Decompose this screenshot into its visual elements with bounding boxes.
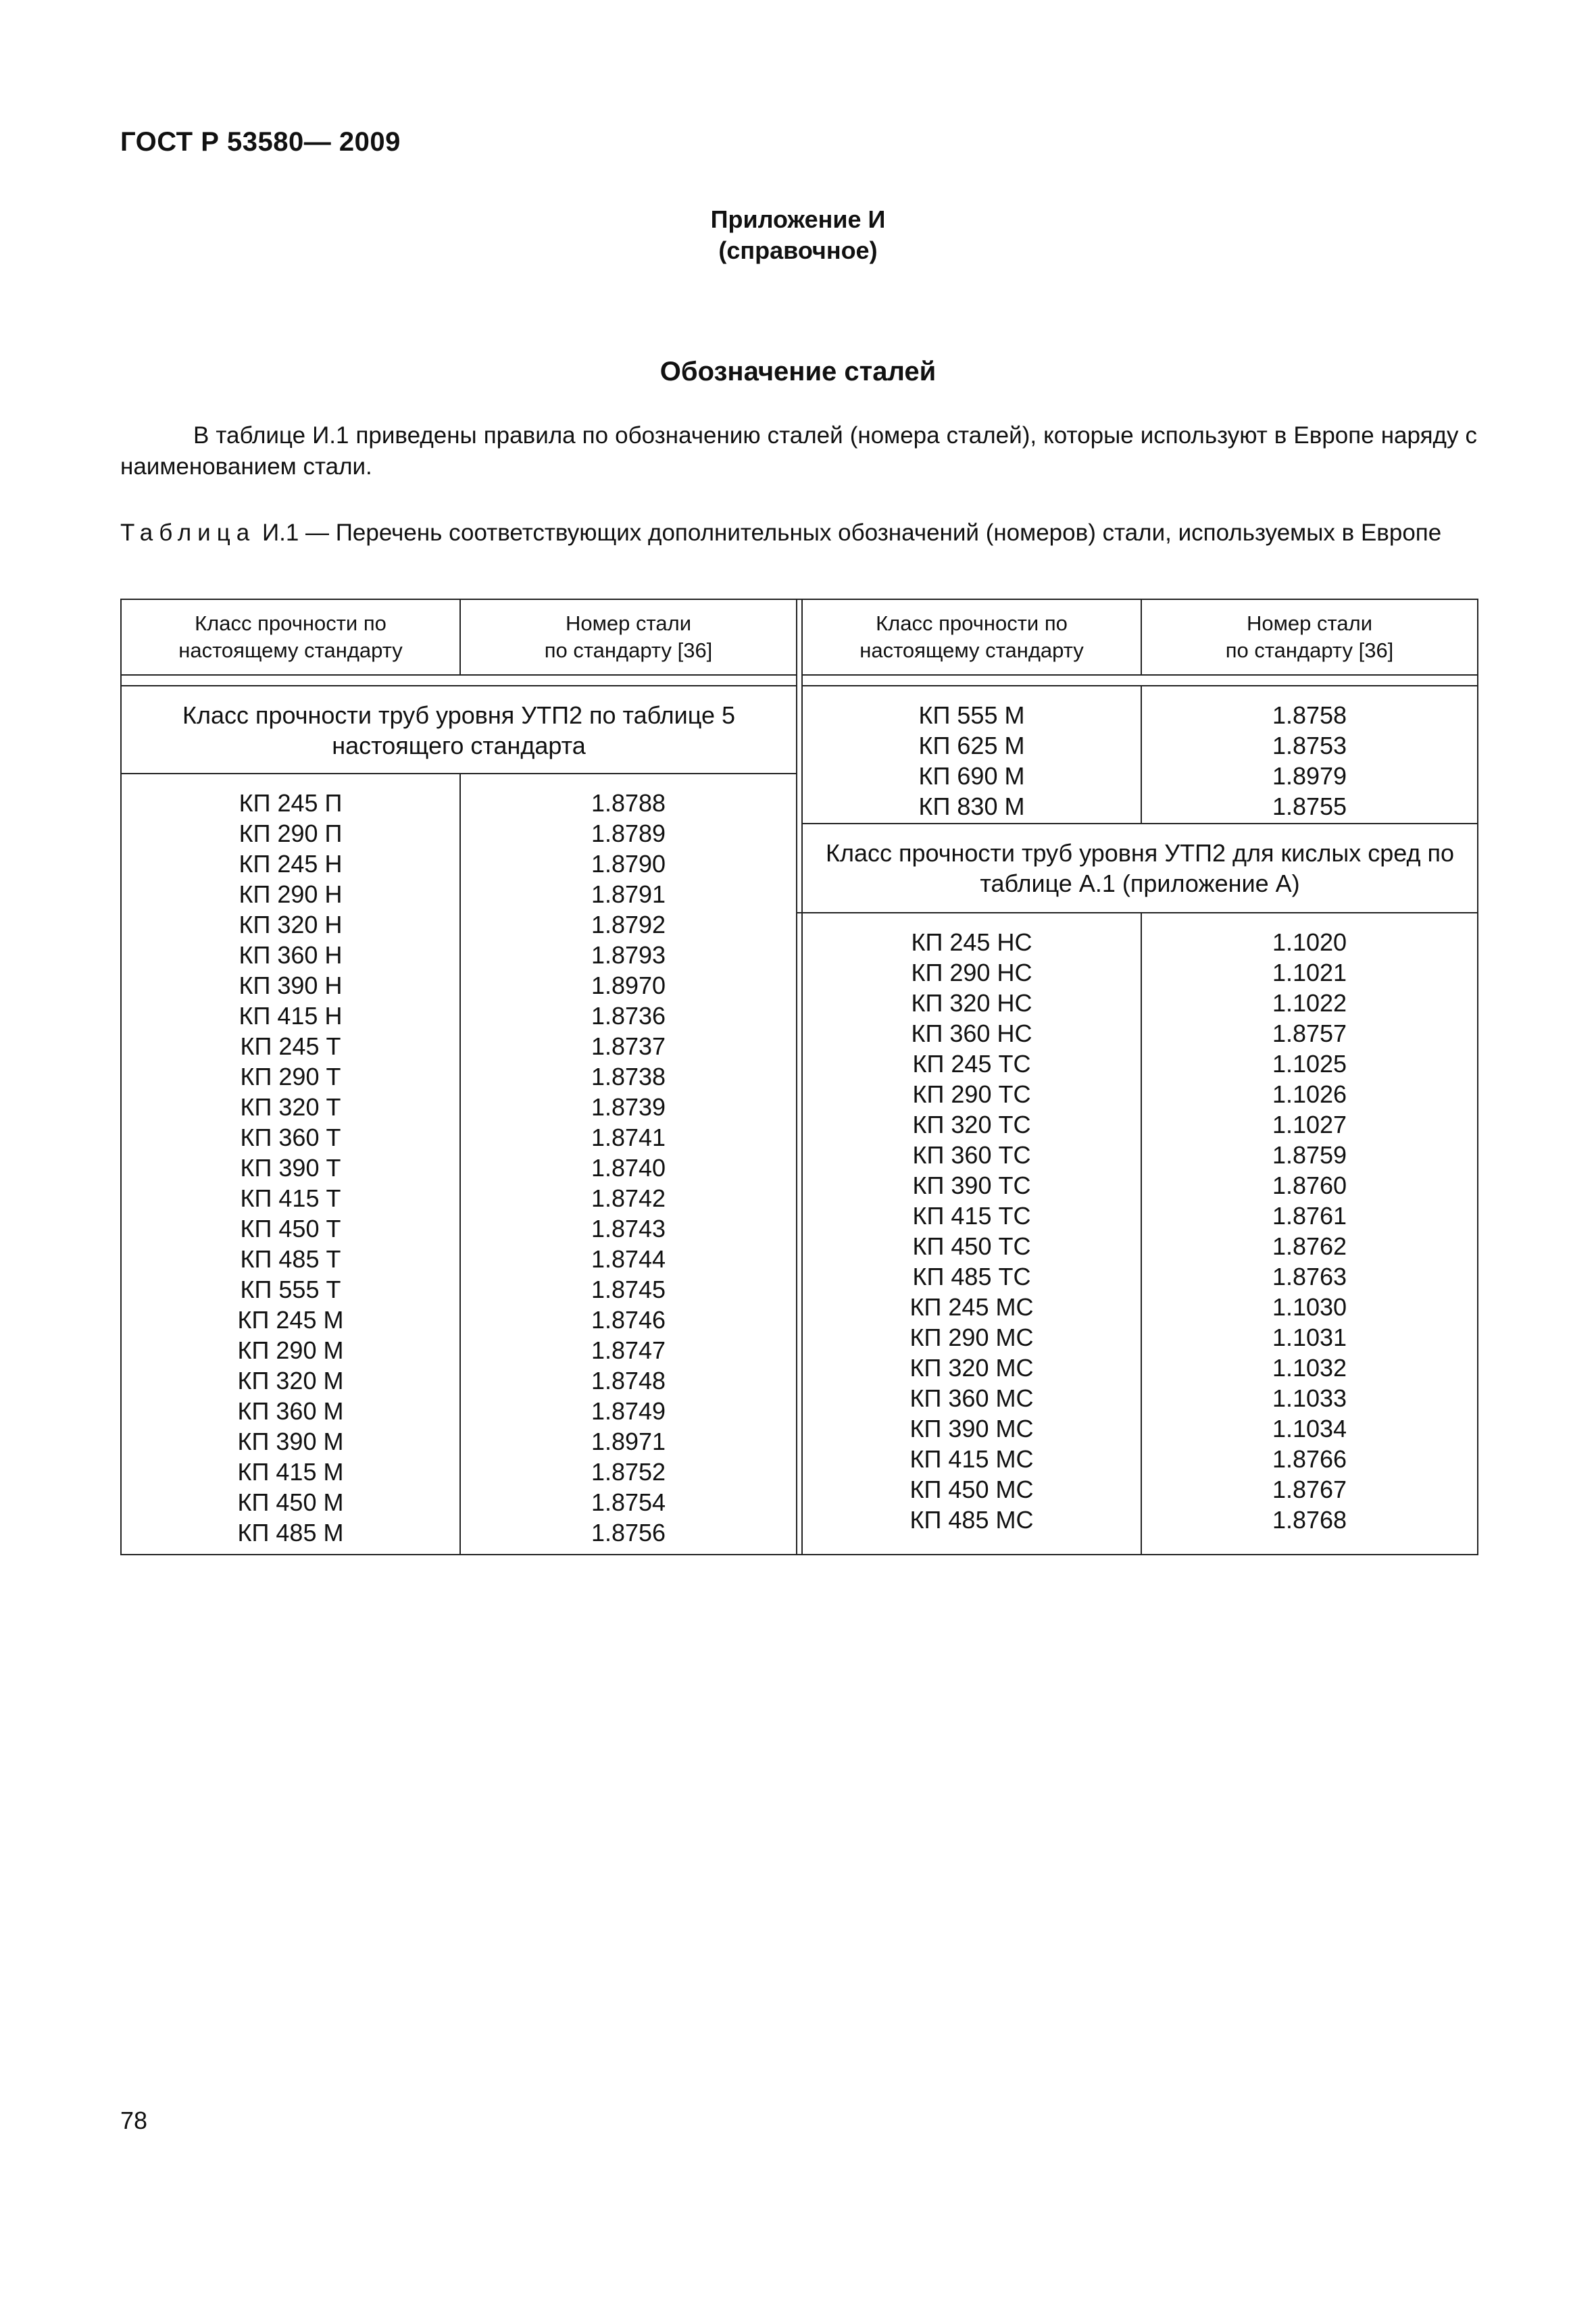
steel-number: 1.8737 <box>591 1032 666 1060</box>
strength-class: КП 625 М <box>918 732 1025 759</box>
strength-class: КП 360 ТС <box>912 1141 1031 1169</box>
annex-type: (справочное) <box>718 236 878 264</box>
steel-number: 1.1032 <box>1272 1354 1347 1382</box>
strength-class: КП 320 М <box>237 1367 344 1394</box>
strength-class: КП 450 ТС <box>912 1232 1031 1261</box>
steel-number: 1.8759 <box>1272 1141 1347 1169</box>
strength-class: КП 245 П <box>239 789 343 817</box>
strength-class: КП 360 МС <box>909 1384 1034 1413</box>
steel-number: 1.8756 <box>591 1519 666 1546</box>
steel-number: 1.8793 <box>591 941 666 969</box>
steel-number: 1.8752 <box>591 1458 666 1486</box>
strength-class: КП 485 МС <box>909 1506 1034 1534</box>
steel-number: 1.8760 <box>1272 1172 1347 1200</box>
strength-class: КП 390 М <box>237 1428 344 1455</box>
steel-number: 1.8740 <box>591 1154 666 1182</box>
table-double-divider <box>797 599 802 913</box>
column-header: Номер стали по стандарту [36] <box>1141 599 1478 675</box>
strength-class: КП 485 ТС <box>912 1263 1031 1291</box>
strength-class: КП 390 Т <box>240 1154 341 1182</box>
strength-class: КП 415 ТС <box>912 1202 1031 1230</box>
strength-class: КП 290 Н <box>239 880 343 908</box>
left-number-cell <box>460 774 797 1555</box>
strength-class: КП 320 Н <box>239 911 343 938</box>
steel-number: 1.8757 <box>1272 1020 1347 1048</box>
intro-paragraph: В таблице И.1 приведены правила по обозначению сталей (номера сталей), которые используют в Европе наряду с наименованием стали. <box>120 422 1477 480</box>
strength-class: КП 360 НС <box>911 1020 1032 1048</box>
steel-designation-table <box>120 599 1478 1555</box>
table-caption-text: И.1 — Перечень соответствующих дополнительных обозначений (номеров) стали, используемых в Европе <box>255 520 1442 546</box>
steel-number: 1.8979 <box>1272 762 1347 790</box>
strength-class: КП 390 Н <box>239 972 343 999</box>
steel-number: 1.8739 <box>591 1093 666 1121</box>
column-header: Класс прочности по настоящему стандарту <box>802 599 1141 675</box>
steel-number: 1.8971 <box>591 1428 666 1455</box>
strength-class: КП 360 М <box>237 1397 344 1425</box>
annex-heading <box>0 204 1596 266</box>
strength-class: КП 415 МС <box>909 1445 1034 1474</box>
right-class-cell <box>802 913 1141 1555</box>
steel-number: 1.8755 <box>1272 793 1347 820</box>
steel-number: 1.8744 <box>591 1245 666 1273</box>
right-group-title: Класс прочности труб уровня УТП2 для кислых сред по таблице А.1 (приложение А) <box>802 824 1478 913</box>
strength-class: КП 450 МС <box>909 1476 1034 1504</box>
strength-class: КП 415 Н <box>239 1002 343 1030</box>
steel-number: 1.8748 <box>591 1367 666 1394</box>
steel-number: 1.8754 <box>591 1488 666 1516</box>
steel-number: 1.8749 <box>591 1397 666 1425</box>
steel-number: 1.8768 <box>1272 1506 1347 1534</box>
steel-number: 1.1031 <box>1272 1324 1347 1352</box>
steel-number: 1.8743 <box>591 1215 666 1242</box>
left-group-title: Класс прочности труб уровня УТП2 по таблице 5 настоящего стандарта <box>121 686 797 774</box>
steel-number: 1.8788 <box>591 789 666 817</box>
steel-number: 1.1027 <box>1272 1111 1347 1139</box>
strength-class: КП 245 ТС <box>912 1050 1031 1078</box>
column-header: Класс прочности по настоящему стандарту <box>121 599 460 675</box>
strength-class: КП 360 Н <box>239 941 343 969</box>
annex-title: Приложение И <box>710 205 886 233</box>
strength-class: КП 320 НС <box>911 989 1032 1017</box>
table-caption <box>120 518 1477 549</box>
strength-class: КП 290 НС <box>911 959 1032 987</box>
steel-number: 1.1025 <box>1272 1050 1347 1078</box>
steel-number: 1.8790 <box>591 850 666 878</box>
left-class-cell <box>121 774 460 1555</box>
steel-number: 1.8789 <box>591 820 666 847</box>
strength-class: КП 245 М <box>237 1306 344 1334</box>
strength-class: КП 555 Т <box>240 1276 341 1303</box>
strength-class: КП 415 М <box>237 1458 344 1486</box>
steel-number: 1.1020 <box>1272 928 1347 957</box>
steel-number: 1.8792 <box>591 911 666 938</box>
steel-number: 1.1022 <box>1272 989 1347 1017</box>
strength-class: КП 320 ТС <box>912 1111 1031 1139</box>
steel-number: 1.1026 <box>1272 1080 1347 1109</box>
steel-number: 1.1033 <box>1272 1384 1347 1413</box>
table-header-row <box>121 599 1478 675</box>
strength-class: КП 415 Т <box>240 1184 341 1212</box>
right-top-number-cell <box>1141 686 1478 824</box>
document-code: ГОСТ Р 53580— 2009 <box>120 127 401 157</box>
strength-class: КП 245 МС <box>909 1293 1034 1322</box>
steel-number: 1.8742 <box>591 1184 666 1212</box>
table-caption-label: Таблица <box>120 520 256 546</box>
strength-class: КП 320 Т <box>240 1093 341 1121</box>
strength-class: КП 245 НС <box>911 928 1032 957</box>
steel-number: 1.8738 <box>591 1063 666 1090</box>
strength-class: КП 690 М <box>918 762 1025 790</box>
strength-class: КП 290 МС <box>909 1324 1034 1352</box>
right-number-cell <box>1141 913 1478 1555</box>
steel-number: 1.8745 <box>591 1276 666 1303</box>
steel-number: 1.8736 <box>591 1002 666 1030</box>
strength-class: КП 555 М <box>918 701 1025 729</box>
steel-number: 1.8766 <box>1272 1445 1347 1474</box>
strength-class: КП 390 ТС <box>912 1172 1031 1200</box>
strength-class: КП 290 П <box>239 820 343 847</box>
strength-class: КП 245 Н <box>239 850 343 878</box>
steel-number: 1.8762 <box>1272 1232 1347 1261</box>
steel-number: 1.8741 <box>591 1124 666 1151</box>
strength-class: КП 320 МС <box>909 1354 1034 1382</box>
steel-number: 1.8763 <box>1272 1263 1347 1291</box>
steel-number: 1.8791 <box>591 880 666 908</box>
right-top-class-cell <box>802 686 1141 824</box>
strength-class: КП 830 М <box>918 793 1025 820</box>
strength-class: КП 390 МС <box>909 1415 1034 1443</box>
steel-number: 1.8758 <box>1272 701 1347 729</box>
steel-number: 1.1030 <box>1272 1293 1347 1322</box>
steel-number: 1.8767 <box>1272 1476 1347 1504</box>
strength-class: КП 450 Т <box>240 1215 341 1242</box>
strength-class: КП 450 М <box>237 1488 344 1516</box>
strength-class: КП 290 Т <box>240 1063 341 1090</box>
steel-number: 1.8970 <box>591 972 666 999</box>
strength-class: КП 290 ТС <box>912 1080 1031 1109</box>
page-number: 78 <box>120 2107 148 2134</box>
steel-number: 1.8746 <box>591 1306 666 1334</box>
steel-number: 1.8761 <box>1272 1202 1347 1230</box>
column-header: Номер стали по стандарту [36] <box>460 599 797 675</box>
steel-number: 1.8753 <box>1272 732 1347 759</box>
steel-number: 1.8747 <box>591 1336 666 1364</box>
strength-class: КП 485 Т <box>240 1245 341 1273</box>
strength-class: КП 485 М <box>237 1519 344 1546</box>
section-title: Обозначение сталей <box>659 357 937 386</box>
steel-number: 1.1034 <box>1272 1415 1347 1443</box>
steel-number: 1.1021 <box>1272 959 1347 987</box>
strength-class: КП 245 Т <box>240 1032 341 1060</box>
strength-class: КП 290 М <box>237 1336 344 1364</box>
strength-class: КП 360 Т <box>240 1124 341 1151</box>
